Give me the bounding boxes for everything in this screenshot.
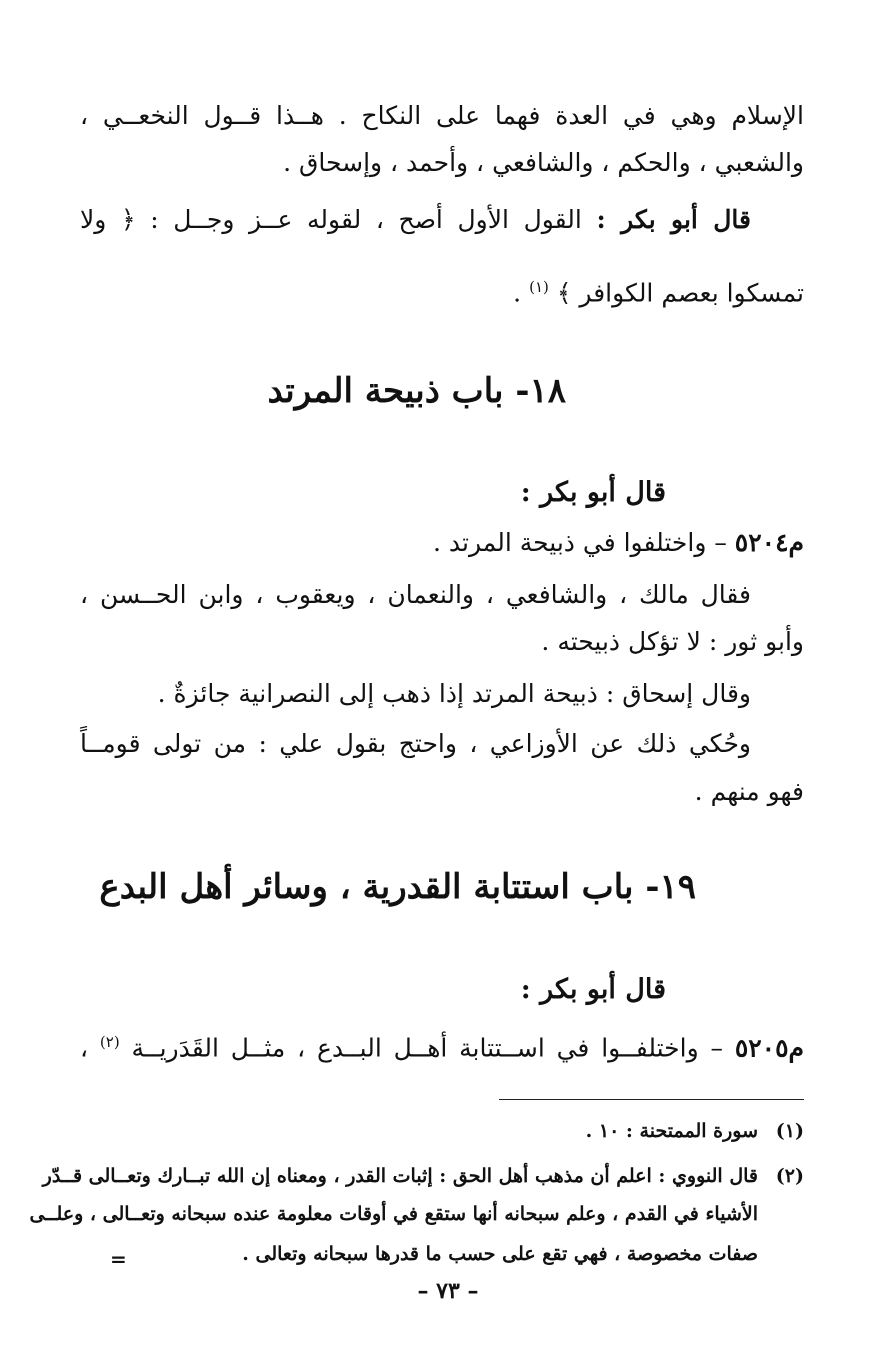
footnote-continuation: الأشياء في القدم ، وعلم سبحانه أنها ستقع في أوقات معلومة عنده سبحانه وتعــالى ، وعلــى [29, 1203, 758, 1225]
footnote-separator [499, 1099, 804, 1100]
body-line: فقال مالك ، والشافعي ، والنعمان ، ويعقوب ، وابن الحــسن ، [80, 580, 751, 609]
body-line: وحُكي ذلك عن الأوزاعي ، واحتج بقول علي : من تولى قومــاً [80, 729, 751, 758]
body-line: وقال إسحاق : ذبيحة المرتد إذا ذهب إلى النصرانية جائزةٌ . [157, 679, 751, 708]
entry-line: م٥٢٠٤ – واختلفوا في ذبيحة المرتد . [433, 528, 804, 557]
footnote: (١)سورة الممتحنة : ١٠ . [88, 1113, 804, 1149]
footnote-ref[interactable]: (١) [529, 278, 549, 296]
section-subheading: قال أبو بكر : [520, 974, 666, 1005]
footnote-continuation: صفات مخصوصة ، فهي تقع على حسب ما قدرها سبحانه وتعالى . [242, 1243, 758, 1265]
body-line: قال أبو بكر : القول الأول أصح ، لقوله عــز وجــل : ﴿ ولا [80, 205, 751, 234]
section-heading: ١٩- باب استتابة القدرية ، وسائر أهل البدع [99, 867, 696, 907]
footnote-label: (١) [775, 1120, 804, 1142]
entry-number: م٥٢٠٤ [734, 528, 804, 557]
body-line: الإسلام وهي في العدة فهما على النكاح . هــذا قــول النخعــي ، [80, 101, 804, 130]
footnote-label: (٢) [775, 1165, 804, 1187]
entry-number: م٥٢٠٥ [734, 1033, 805, 1063]
page-number: – ٧٣ – [417, 1278, 479, 1304]
body-line: والشعبي ، والحكم ، والشافعي ، وأحمد ، وإسحاق . [283, 148, 804, 177]
speaker-label: قال أبو بكر : [596, 205, 751, 234]
entry-line: م٥٢٠٥ – واختلفــوا في اســتتابة أهــل البــدع ، مثــل القَدَريــة $^{(٢)}$ ، [80, 1033, 805, 1063]
section-subheading: قال أبو بكر : [520, 477, 666, 508]
footnote: (٢)قال النووي : اعلم أن مذهب أهل الحق : إثبات القدر ، ومعناه إن الله تبــارك وتعــالى قــدّر [88, 1158, 804, 1194]
section-heading: ١٨- باب ذبيحة المرتد [267, 371, 566, 411]
continued-mark: = [110, 1247, 127, 1271]
quran-verse-line: تمسكوا بعصم الكوافر ﴾ $^{(١)}$ . [513, 278, 804, 308]
body-line: فهو منهم . [694, 777, 804, 806]
footnote-ref[interactable]: (٢) [99, 1033, 120, 1051]
body-line: وأبو ثور : لا تؤكل ذبيحته . [541, 627, 804, 656]
